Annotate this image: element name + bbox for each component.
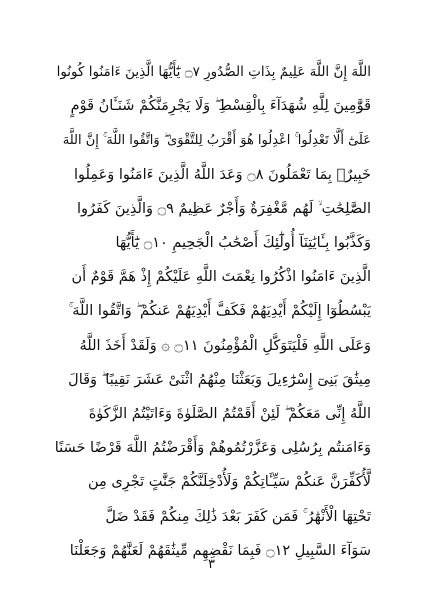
text-line-9: وَعَلَى اللَّهِ فَلْيَتَوَكَّلِ الْمُؤْمِنُونَ ۝١١ ۞ وَلَقَدْ أَخَذَ اللَّهُ <box>79 337 371 354</box>
text-line-5: الصَّٰلِحَٰتِ ۙ لَهُم مَّغْفِرَةٌ وَأَجْرٌ عَظِيمٌ ۝٩ وَالَّذِينَ كَفَرُوا <box>76 200 371 217</box>
text-line-15: سَوَآءَ السَّبِيلِ ۝١٢ فَبِمَا نَقْضِهِم مِّيثَٰقَهُمْ لَعَنَّٰهُمْ وَجَعَلْنَا <box>69 542 371 559</box>
text-line-10: مِيثَٰقَ بَنِىٓ إِسْرَٰٓءِيلَ وَبَعَثْنَا مِنْهُمُ اثْنَىْ عَشَرَ نَقِيبًا ۖ وَقَالَ <box>68 371 371 388</box>
quran-text-block <box>52 55 371 568</box>
page-number: ٣ <box>208 557 215 572</box>
text-line-4: خَبِيرٌۢ بِمَا تَعْمَلُونَ ۝٨ وَعَدَ اللَّهُ الَّذِينَ ءَامَنُوا وَعَمِلُوا <box>73 166 371 183</box>
text-line-1: اللَّهَ إِنَّ اللَّهَ عَلِيمٌ بِذَاتِ الصُّدُورِ ۝٧ يَٰٓأَيُّهَا الَّذِينَ ءَامَنُوا كُونُوا <box>56 64 371 81</box>
text-line-6: وَكَذَّبُوا بِـَٔايَٰتِنَآ أُولَٰٓئِكَ أَصْحَٰبُ الْجَحِيمِ ۝١٠ يَٰٓأَيُّهَا <box>115 235 371 252</box>
text-line-7: الَّذِينَ ءَامَنُوا اذْكُرُوا نِعْمَتَ اللَّهِ عَلَيْكُمْ إِذْ هَمَّ قَوْمٌ أَن <box>71 269 371 286</box>
text-line-12: وَءَامَنتُم بِرُسُلِى وَعَزَّرْتُمُوهُمْ وَأَقْرَضْتُمُ اللَّهَ قَرْضًا حَسَنًا <box>54 440 371 457</box>
text-line-8: يَبْسُطُوٓا إِلَيْكُمْ أَيْدِيَهُمْ فَكَفَّ أَيْدِيَهُمْ عَنكُمْ ۖ وَاتَّقُوا اللَّهَ ۚ <box>68 303 371 320</box>
text-line-2: قَوَّٰمِينَ لِلَّهِ شُهَدَآءَ بِالْقِسْطِ ۖ وَلَا يَجْرِمَنَّكُمْ شَنَـَٔانُ قَوْمٍ <box>70 98 371 115</box>
text-line-3: عَلَىٰٓ أَلَّا تَعْدِلُوا ۚ اعْدِلُوا هُوَ أَقْرَبُ لِلتَّقْوَىٰ ۖ وَاتَّقُوا اللَّهَ ۚ إِنَّ اللَّهَ <box>62 132 371 148</box>
text-line-14: تَحْتِهَا الْأَنْهَٰرُ ۚ فَمَن كَفَرَ بَعْدَ ذَٰلِكَ مِنكُمْ فَقَدْ ضَلَّ <box>105 508 371 525</box>
text-line-11: اللَّهُ إِنِّى مَعَكُمْ ۖ لَئِنْ أَقَمْتُمُ الصَّلَوٰةَ وَءَاتَيْتُمُ الزَّكَوٰةَ <box>88 405 371 422</box>
text-line-13: لَّأُكَفِّرَنَّ عَنكُمْ سَيِّـَٔاتِكُمْ وَلَأُدْخِلَنَّكُمْ جَنَّٰتٍ تَجْرِى مِن <box>87 474 371 491</box>
